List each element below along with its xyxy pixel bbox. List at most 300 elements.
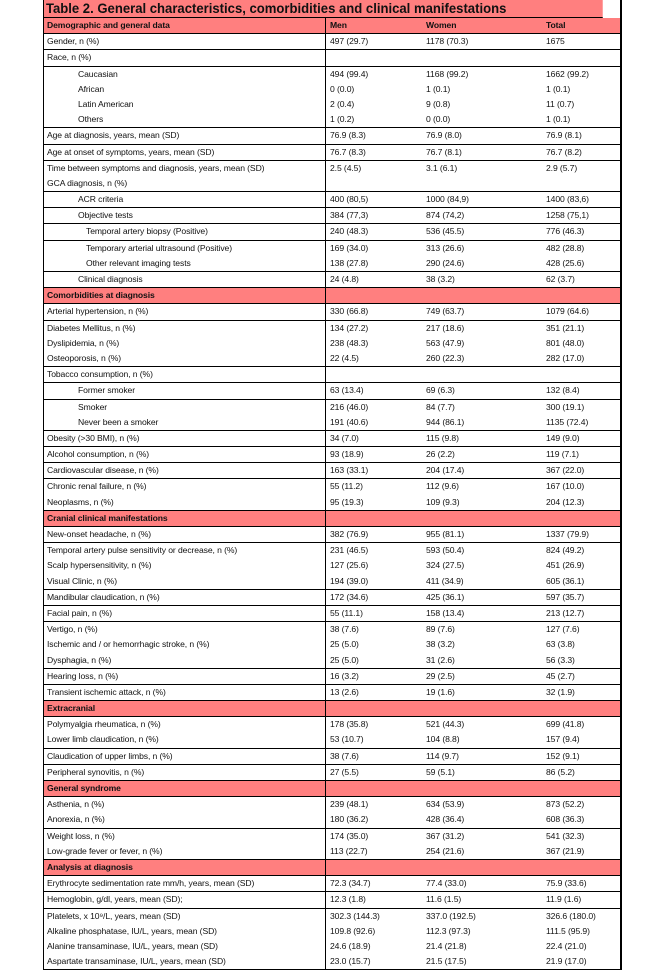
total-value: 76.7 (8.2) (546, 146, 582, 157)
row-label: Erythrocyte sedimentation rate mm/h, years, mean (SD) (44, 876, 326, 891)
row-label: Polymyalgia rheumatica, n (%) (44, 717, 326, 732)
men-value: 53 (10.7) (330, 734, 364, 745)
women-value: 76.9 (8.0) (426, 130, 462, 141)
women-value (423, 176, 543, 191)
women-value: 21.4 (21.8) (426, 940, 467, 951)
men-value (326, 511, 423, 526)
men-value: 400 (80,5) (330, 194, 369, 205)
men-value: 27 (5.5) (330, 766, 359, 777)
table-row (44, 351, 620, 366)
row-label: Clinical diagnosis (44, 272, 326, 287)
total-value (543, 367, 619, 382)
section-label: Analysis at diagnosis (44, 860, 326, 875)
row-label: Time between symptoms and diagnosis, years, mean (SD) (44, 161, 326, 176)
men-value: 384 (77,3) (330, 210, 369, 221)
table-row (44, 495, 620, 510)
row-label: Tobacco consumption, n (%) (44, 367, 326, 382)
men-value: 169 (34.0) (330, 242, 369, 253)
row-label: Weight loss, n (%) (44, 829, 326, 844)
row-label: Platelets, x 10⁹/L, years, mean (SD) (44, 909, 326, 924)
women-value: 19 (1.6) (426, 686, 455, 697)
women-value (423, 701, 543, 716)
women-value (423, 511, 543, 526)
row-label: Hemoglobin, g/dl, years, mean (SD); (44, 892, 326, 907)
total-value: 152 (9.1) (546, 750, 580, 761)
women-value: 944 (86.1) (426, 416, 465, 427)
row-label: Alkaline phosphatase, IU/L, years, mean (SD) (44, 924, 326, 939)
women-value: 634 (53.9) (426, 799, 465, 810)
men-value: 180 (36.2) (330, 814, 369, 825)
women-value: 31 (2.6) (426, 654, 455, 665)
table-row (44, 303, 620, 319)
total-value: 1 (0.1) (546, 83, 571, 94)
men-value: 38 (7.6) (330, 750, 359, 761)
row-label: Neoplasms, n (%) (44, 495, 326, 510)
total-value: 451 (26.9) (546, 560, 585, 571)
row-label: Osteoporosis, n (%) (44, 351, 326, 366)
table-row (44, 542, 620, 558)
row-label: Obesity (>30 BMI), n (%) (44, 431, 326, 446)
total-value: 1079 (64.6) (546, 306, 589, 317)
women-value: 9 (0.8) (426, 98, 451, 109)
women-value: 324 (27.5) (426, 560, 465, 571)
section-header-row (44, 287, 620, 303)
table-row (44, 812, 620, 827)
women-value: 112.3 (97.3) (426, 925, 471, 936)
total-value: 119 (7.1) (546, 449, 579, 460)
women-value: 76.7 (8.1) (426, 146, 462, 157)
women-value: 26 (2.2) (426, 449, 455, 460)
table-row (44, 112, 620, 127)
women-value: 874 (74,2) (426, 210, 465, 221)
row-label: Facial pain, n (%) (44, 606, 326, 621)
women-value: 593 (50.4) (426, 545, 465, 556)
women-value: 3.1 (6.1) (426, 162, 458, 173)
table-row (44, 382, 620, 398)
total-value: 56 (3.3) (546, 654, 575, 665)
total-value: 482 (28.8) (546, 242, 585, 253)
table-row (44, 939, 620, 954)
total-value: 76.9 (8.1) (546, 130, 582, 141)
men-value: 238 (48.3) (330, 337, 369, 348)
row-label: Aspartate transaminase, IU/L, years, mean (SD) (44, 954, 326, 969)
total-value: 11.9 (1.6) (546, 894, 582, 905)
total-value: 111.5 (95.9) (546, 925, 590, 936)
total-value: 21.9 (17.0) (546, 956, 587, 967)
column-header-total: Total (546, 20, 566, 30)
total-value: 1258 (75,1) (546, 210, 589, 221)
column-header-category: Demographic and general data (44, 18, 326, 33)
table-body (44, 33, 620, 970)
table-row (44, 621, 620, 637)
men-value: 55 (11.2) (330, 481, 363, 492)
table-row (44, 589, 620, 605)
row-label: ACR criteria (44, 192, 326, 207)
table-row (44, 430, 620, 446)
men-value: 239 (48.1) (330, 799, 369, 810)
women-value: 89 (7.6) (426, 624, 455, 635)
section-label: Comorbidities at diagnosis (44, 288, 326, 303)
table-row (44, 748, 620, 764)
women-value: 38 (3.2) (426, 274, 455, 284)
total-value: 541 (32.3) (546, 830, 585, 841)
total-value: 608 (36.3) (546, 814, 585, 825)
men-value: 216 (46.0) (330, 401, 369, 412)
men-value: 72.3 (34.7) (330, 878, 371, 889)
women-value: 254 (21.6) (426, 845, 465, 856)
men-value (326, 367, 423, 382)
men-value: 178 (35.8) (330, 719, 369, 730)
row-label: Dysphagia, n (%) (44, 653, 326, 668)
total-value: 367 (21.9) (546, 845, 585, 856)
women-value: 1168 (99.2) (426, 68, 469, 79)
row-label: Hearing loss, n (%) (44, 669, 326, 684)
total-value: 1 (0.1) (546, 114, 571, 125)
total-value: 282 (17.0) (546, 352, 585, 363)
women-value (423, 781, 543, 796)
total-value: 2.9 (5.7) (546, 162, 578, 173)
table-row (44, 160, 620, 176)
table-row (44, 668, 620, 684)
row-label: Scalp hypersensitivity, n (%) (44, 558, 326, 573)
row-label: Anorexia, n (%) (44, 812, 326, 827)
table-row (44, 240, 620, 256)
column-header-men: Men (330, 20, 347, 30)
table-row (44, 574, 620, 589)
women-value: 0 (0.0) (426, 114, 451, 125)
men-value: 24 (4.8) (330, 274, 359, 284)
row-label: Diabetes Mellitus, n (%) (44, 321, 326, 336)
men-value: 172 (34.6) (330, 591, 369, 602)
row-label: Former smoker (44, 383, 326, 398)
men-value: 382 (76.9) (330, 529, 369, 539)
table-row (44, 399, 620, 415)
section-header-row (44, 780, 620, 796)
table-row (44, 176, 620, 191)
row-label: Lower limb claudication, n (%) (44, 732, 326, 747)
men-value (326, 50, 423, 65)
women-value: 59 (5.1) (426, 766, 455, 777)
men-value: 163 (33.1) (330, 465, 369, 476)
table-row (44, 320, 620, 336)
men-value: 76.7 (8.3) (330, 146, 366, 157)
table-row (44, 191, 620, 207)
total-value: 127 (7.6) (546, 624, 580, 635)
row-label: Objective tests (44, 208, 326, 223)
table-row (44, 875, 620, 891)
men-value: 302.3 (144.3) (330, 910, 380, 921)
row-label: Temporary arterial ultrasound (Positive) (44, 241, 326, 256)
women-value: 290 (24.6) (426, 257, 465, 268)
table-row (44, 336, 620, 351)
table-row (44, 637, 620, 652)
row-label: GCA diagnosis, n (%) (44, 176, 326, 191)
total-value: 149 (9.0) (546, 432, 580, 443)
men-value: 0 (0.0) (330, 83, 355, 94)
row-label: African (44, 82, 326, 97)
men-value: 22 (4.5) (330, 352, 359, 363)
total-value: 300 (19.1) (546, 401, 585, 412)
women-value: 158 (13.4) (426, 607, 465, 618)
total-value (543, 701, 619, 716)
total-value (543, 50, 619, 65)
table-row (44, 684, 620, 700)
men-value (326, 176, 423, 191)
women-value: 115 (9.8) (426, 432, 459, 443)
row-label: Alcohol consumption, n (%) (44, 447, 326, 462)
total-value: 86 (5.2) (546, 766, 575, 777)
total-value (543, 781, 619, 796)
total-value: 605 (36.1) (546, 575, 585, 586)
table-row (44, 732, 620, 747)
women-value: 337.0 (192.5) (426, 910, 476, 921)
men-value: 497 (29.7) (330, 36, 369, 47)
men-value: 127 (25.6) (330, 560, 369, 571)
table-row (44, 366, 620, 382)
total-value: 699 (41.8) (546, 719, 585, 730)
table-row (44, 256, 620, 271)
total-value: 204 (12.3) (546, 496, 585, 507)
total-value: 1337 (79.9) (546, 529, 589, 539)
women-value: 1000 (84,9) (426, 194, 469, 205)
women-value: 411 (34.9) (426, 575, 464, 586)
table-row (44, 764, 620, 780)
total-value: 62 (3.7) (546, 274, 575, 284)
total-value: 873 (52.2) (546, 799, 585, 810)
men-value: 63 (13.4) (330, 385, 364, 396)
table-row (44, 415, 620, 430)
men-value: 12.3 (1.8) (330, 894, 366, 905)
total-value: 597 (35.7) (546, 591, 585, 602)
total-value: 11 (0.7) (546, 98, 575, 109)
men-value: 1 (0.2) (330, 114, 355, 125)
men-value (326, 701, 423, 716)
row-label: Others (44, 112, 326, 127)
row-label: Asthenia, n (%) (44, 797, 326, 812)
row-label: Other relevant imaging tests (44, 256, 326, 271)
row-label: Temporal artery biopsy (Positive) (44, 224, 326, 239)
table-row (44, 97, 620, 112)
men-value: 134 (27.2) (330, 322, 369, 333)
men-value: 93 (18.9) (330, 449, 364, 460)
women-value: 367 (31.2) (426, 830, 465, 841)
row-label: Never been a smoker (44, 415, 326, 430)
women-value: 749 (63.7) (426, 306, 465, 317)
women-value (423, 288, 543, 303)
women-value: 428 (36.4) (426, 814, 465, 825)
total-value (543, 511, 619, 526)
total-value: 132 (8.4) (546, 385, 580, 396)
women-value: 104 (8.8) (426, 734, 460, 745)
women-value: 109 (9.3) (426, 496, 460, 507)
column-header-row (44, 18, 620, 33)
row-label: New-onset headache, n (%) (44, 527, 326, 542)
row-label: Ischemic and / or hemorrhagic stroke, n (%) (44, 637, 326, 652)
row-label: Low-grade fever or fever, n (%) (44, 844, 326, 859)
table-row (44, 891, 620, 907)
total-value: 22.4 (21.0) (546, 940, 587, 951)
table-row (44, 605, 620, 621)
row-label: Chronic renal failure, n (%) (44, 479, 326, 494)
men-value: 240 (48.3) (330, 226, 369, 237)
table-row (44, 127, 620, 143)
total-value: 157 (9.4) (546, 734, 580, 745)
total-value (543, 288, 619, 303)
total-value: 428 (25.6) (546, 257, 585, 268)
total-value: 167 (10.0) (546, 481, 585, 492)
men-value: 494 (99.4) (330, 68, 369, 79)
total-value: 326.6 (180.0) (546, 910, 596, 921)
women-value: 260 (22.3) (426, 352, 465, 363)
table-row (44, 144, 620, 160)
men-value (326, 860, 423, 875)
total-value: 75.9 (33.6) (546, 878, 587, 889)
women-value: 114 (9.7) (426, 750, 459, 761)
women-value: 536 (45.5) (426, 226, 465, 237)
section-header-row (44, 700, 620, 716)
total-value (543, 176, 619, 191)
total-value: 776 (46.3) (546, 226, 585, 237)
table-row (44, 796, 620, 812)
section-label: Extracranial (44, 701, 326, 716)
table-row (44, 49, 620, 65)
row-label: Gender, n (%) (44, 34, 326, 49)
women-value: 313 (26.6) (426, 242, 465, 253)
men-value: 34 (7.0) (330, 432, 359, 443)
row-label: Transient ischemic attack, n (%) (44, 685, 326, 700)
characteristics-table (43, 0, 622, 970)
table-row (44, 33, 620, 49)
table-row (44, 66, 620, 82)
row-label: Latin American (44, 97, 326, 112)
row-label: Arterial hypertension, n (%) (44, 304, 326, 319)
row-label: Race, n (%) (44, 50, 326, 65)
women-value: 563 (47.9) (426, 337, 465, 348)
table-row (44, 716, 620, 732)
women-value: 955 (81.1) (426, 529, 465, 539)
table-row (44, 924, 620, 939)
women-value: 1178 (70.3) (426, 36, 469, 47)
row-label: Smoker (44, 400, 326, 415)
total-value: 1662 (99.2) (546, 68, 589, 79)
men-value: 24.6 (18.9) (330, 940, 371, 951)
men-value: 109.8 (92.6) (330, 925, 376, 936)
women-value: 112 (9.6) (426, 481, 459, 492)
men-value: 25 (5.0) (330, 654, 359, 665)
men-value: 113 (22.7) (330, 845, 368, 856)
men-value: 138 (27.8) (330, 257, 369, 268)
table-row (44, 462, 620, 478)
women-value: 77.4 (33.0) (426, 878, 467, 889)
women-value: 69 (6.3) (426, 385, 455, 396)
women-value: 521 (44.3) (426, 719, 465, 730)
row-label: Dyslipidemia, n (%) (44, 336, 326, 351)
women-value: 29 (2.5) (426, 670, 455, 681)
total-value: 45 (2.7) (546, 670, 575, 681)
section-header-row (44, 510, 620, 526)
women-value (423, 367, 543, 382)
women-value (423, 860, 543, 875)
section-label: General syndrome (44, 781, 326, 796)
row-label: Peripheral synovitis, n (%) (44, 765, 326, 780)
men-value: 13 (2.6) (330, 686, 359, 697)
men-value: 76.9 (8.3) (330, 130, 366, 141)
women-value: 217 (18.6) (426, 322, 465, 333)
women-value (423, 50, 543, 65)
men-value: 23.0 (15.7) (330, 956, 371, 967)
row-label: Visual Clinic, n (%) (44, 574, 326, 589)
table-row (44, 954, 620, 970)
men-value: 38 (7.6) (330, 624, 359, 635)
table-row (44, 828, 620, 844)
women-value: 21.5 (17.5) (426, 956, 467, 967)
women-value: 425 (36.1) (426, 591, 465, 602)
table-row (44, 558, 620, 573)
men-value: 330 (66.8) (330, 306, 369, 317)
women-value: 204 (17.4) (426, 465, 465, 476)
table-row (44, 526, 620, 542)
row-label: Mandibular claudication, n (%) (44, 590, 326, 605)
row-label: Age at onset of symptoms, years, mean (SD) (44, 145, 326, 160)
total-value: 213 (12.7) (546, 607, 585, 618)
men-value: 55 (11.1) (330, 607, 363, 618)
total-value: 63 (3.8) (546, 639, 575, 650)
table-row (44, 478, 620, 494)
section-label: Cranial clinical manifestations (44, 511, 326, 526)
men-value: 16 (3.2) (330, 670, 359, 681)
total-value: 351 (21.1) (546, 322, 585, 333)
table-row (44, 653, 620, 668)
total-value: 1400 (83,6) (546, 194, 589, 205)
men-value (326, 781, 423, 796)
row-label: Cardiovascular disease, n (%) (44, 463, 326, 478)
row-label: Vertigo, n (%) (44, 622, 326, 637)
total-value: 824 (49.2) (546, 545, 585, 556)
row-label: Caucasian (44, 67, 326, 82)
women-value: 84 (7.7) (426, 401, 455, 412)
table-row (44, 223, 620, 239)
row-label: Age at diagnosis, years, mean (SD) (44, 128, 326, 143)
row-label: Claudication of upper limbs, n (%) (44, 749, 326, 764)
men-value: 2 (0.4) (330, 98, 355, 109)
men-value (326, 288, 423, 303)
total-value: 367 (22.0) (546, 465, 585, 476)
men-value: 191 (40.6) (330, 416, 369, 427)
total-value: 801 (48.0) (546, 337, 585, 348)
row-label: Temporal artery pulse sensitivity or decrease, n (%) (44, 543, 326, 558)
men-value: 174 (35.0) (330, 830, 369, 841)
table-row (44, 446, 620, 462)
men-value: 95 (19.3) (330, 496, 364, 507)
column-header-women: Women (426, 20, 457, 30)
men-value: 25 (5.0) (330, 639, 359, 650)
total-value: 1135 (72.4) (546, 416, 589, 427)
row-label: Alanine transaminase, IU/L, years, mean (SD) (44, 939, 326, 954)
men-value: 231 (46.5) (330, 545, 369, 556)
total-value: 32 (1.9) (546, 686, 575, 697)
women-value: 11.6 (1.5) (426, 894, 462, 905)
section-header-row (44, 859, 620, 875)
table-row (44, 82, 620, 97)
women-value: 38 (3.2) (426, 639, 455, 650)
total-value (543, 860, 619, 875)
women-value: 1 (0.1) (426, 83, 451, 94)
table-row (44, 844, 620, 859)
men-value: 194 (39.0) (330, 575, 369, 586)
total-value: 1675 (546, 36, 565, 47)
table-row (44, 908, 620, 924)
table-title: Table 2. General characteristics, comorbidities and clinical manifestations (44, 0, 603, 18)
